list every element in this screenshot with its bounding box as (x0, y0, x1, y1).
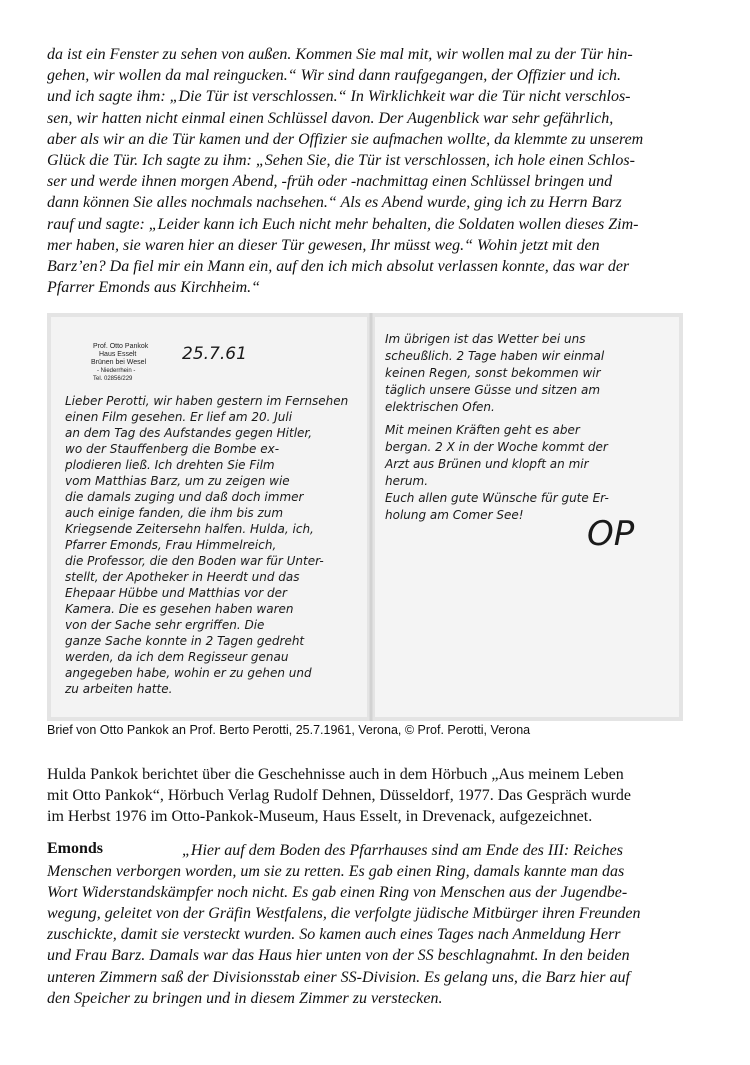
text-line: Barz’en? Da fiel mir ein Mann ein, auf den ich mich absolut verlassen konnte, das war der (47, 258, 630, 276)
handwritten-line: auch einige fanden, die ihm bis zum (65, 506, 284, 520)
text-line: da ist ein Fenster zu sehen von außen. Kommen Sie mal mit, wir wollen mal zu der Tür hin- (47, 46, 633, 63)
letter-image (47, 313, 683, 721)
handwritten-line: stellt, der Apotheker in Heerdt und das (65, 570, 300, 584)
handwritten-line: Ehepaar Hübbe und Matthias vor der (65, 586, 287, 600)
handwritten-line: ganze Sache konnte in 2 Tagen gedreht (65, 634, 305, 648)
handwritten-line: Kamera. Die es gesehen haben waren (65, 602, 294, 616)
handwritten-line: täglich unsere Güsse und sitzen am (385, 383, 601, 397)
letterhead-line: Haus Esselt (99, 351, 137, 358)
speaker-label: Emonds (47, 840, 104, 857)
letter-photo (47, 313, 683, 721)
handwritten-line: keinen Regen, sonst bekommen wir (385, 366, 601, 380)
letter-date: 25.7.61 (182, 344, 247, 364)
letterhead-line: - Niederrhein - (97, 368, 136, 374)
text-line: mit Otto Pankok“, Hörbuch Verlag Rudolf Dehnen, Düsseldorf, 1977. Das Gespräch wurde (47, 787, 632, 804)
figure-caption: Brief von Otto Pankok an Prof. Berto Perotti, 25.7.1961, Verona, © Prof. Perotti, Verona (47, 723, 531, 737)
handwritten-line: wo der Stauffenberg die Bombe ex- (65, 442, 280, 456)
emonds-paragraph (47, 840, 717, 1009)
handwritten-line: vom Matthias Barz, um zu zeigen wie (65, 474, 290, 488)
top-paragraph (47, 44, 712, 298)
text-line: unteren Zimmern saß der Divisionsstab einer SS-Division. Es gelang uns, die Barz hier auf (47, 968, 630, 986)
text-line: und Frau Barz. Damals war das Haus hier unten von der SS beschlagnahmt. In den beiden (47, 947, 630, 965)
handwritten-line: scheußlich. 2 Tage haben wir einmal (385, 349, 605, 363)
handwritten-line: Kriegsende Zeitersehn halfen. Hulda, ich, (65, 522, 314, 536)
handwritten-line: holung am Comer See! (385, 508, 524, 522)
letterhead-line: Brünen bei Wesel (91, 359, 147, 366)
text-line: Glück die Tür. Ich sagte zu ihm: „Sehen Sie, die Tür ist verschlossen, ich hole einen Schlos- (47, 152, 635, 170)
text-line: im Herbst 1976 im Otto-Pankok-Museum, Haus Esselt, in Drevenack, aufgezeichnet. (47, 808, 593, 825)
handwritten-line: Arzt aus Brünen und klopft an mir (385, 457, 589, 471)
handwritten-line: einen Film gesehen. Er lief am 20. Juli (65, 410, 293, 424)
text-line: Pfarrer Emonds aus Kirchheim.“ (47, 279, 261, 297)
handwritten-line: Pfarrer Emonds, Frau Himmelreich, (65, 538, 277, 552)
letter-right-text (384, 332, 609, 522)
handwritten-line: bergan. 2 X in der Woche kommt der (385, 440, 608, 454)
text-line: mer haben, sie waren hier an dieser Tür gewesen, Ihr müsst weg.“ Wohin jetzt mit den (47, 236, 600, 254)
hulda-paragraph (47, 764, 712, 827)
text-line: zuschickte, damit sie versteckt wurden. So kamen auch eines Tages nach Anmeldung Herr (47, 926, 621, 944)
handwritten-line: zu arbeiten hatte. (65, 682, 173, 696)
text-line: Hulda Pankok berichtet über die Geschehnisse auch in dem Hörbuch „Aus meinem Leben (47, 766, 624, 783)
text-line: Wort Widerstandskämpfer noch nicht. Es gab einen Ring von Menschen aus der Jugendbe- (47, 884, 628, 902)
text-line: wegung, geleitet von der Gräfin Westfalens, die verfolgte jüdische Mitbürger ihren Freunden (47, 905, 641, 923)
text-line: „Hier auf dem Boden des Pfarrhauses sind am Ende des III: Reiches (182, 842, 623, 859)
handwritten-line: die Professor, die den Boden war für Unter- (65, 554, 324, 568)
text-line: aber als wir an die Tür kamen und der Offizier sie aufmachen wollte, da klemmte zu unserem (47, 130, 644, 148)
text-line: gehen, wir wollen da mal reingucken.“ Wir sind dann raufgegangen, der Offizier und ich. (47, 67, 622, 85)
handwritten-line: angegeben habe, wohin er zu gehen und (65, 666, 312, 680)
handwritten-line: plodieren ließ. Ich drehten Sie Film (65, 458, 275, 472)
handwritten-line: Lieber Perotti, wir haben gestern im Fernsehen (65, 394, 349, 408)
handwritten-line: werden, da ich dem Regisseur genau (65, 650, 289, 664)
letterhead-line: Tel. 02856/229 (93, 376, 133, 382)
handwritten-line: an dem Tag des Aufstandes gegen Hitler, (65, 426, 313, 440)
handwritten-line: Mit meinen Kräften geht es aber (385, 423, 580, 437)
handwritten-line: die damals zuging und daß doch immer (65, 490, 304, 504)
text-line: sen, wir hatten nicht einmal einen Schlüssel davon. Der Augenblick war sehr gefährlich, (47, 109, 614, 127)
handwritten-line: von der Sache sehr ergriffen. Die (65, 618, 265, 632)
letterhead-line: Prof. Otto Pankok (93, 343, 149, 350)
text-line: Menschen verborgen worden, um sie zu retten. Es gab einen Ring, damals kannte man das (47, 863, 625, 881)
text-line: ser und werde ihnen morgen Abend, -früh oder -nachmittag einen Schlüssel bringen und (47, 173, 613, 191)
handwritten-line: herum. (385, 474, 429, 488)
signature: OP (587, 514, 635, 554)
handwritten-line: elektrischen Ofen. (385, 400, 495, 414)
text-line: und ich sagte ihm: „Die Tür ist verschlossen.“ In Wirklichkeit war die Tür nicht verschlos- (47, 88, 631, 106)
handwritten-line: Euch allen gute Wünsche für gute Er- (385, 491, 609, 505)
text-line: rauf und sagte: „Leider kann ich Euch nicht mehr behalten, die Soldaten wollen dieses Zim- (47, 215, 639, 233)
handwritten-line: Im übrigen ist das Wetter bei uns (385, 332, 586, 346)
text-line: den Speicher zu bringen und in diesem Zimmer zu verstecken. (47, 989, 443, 1007)
text-line: dann können Sie alles nochmals nachsehen.“ Als es Abend wurde, ging ich zu Herrn Barz (47, 194, 622, 212)
